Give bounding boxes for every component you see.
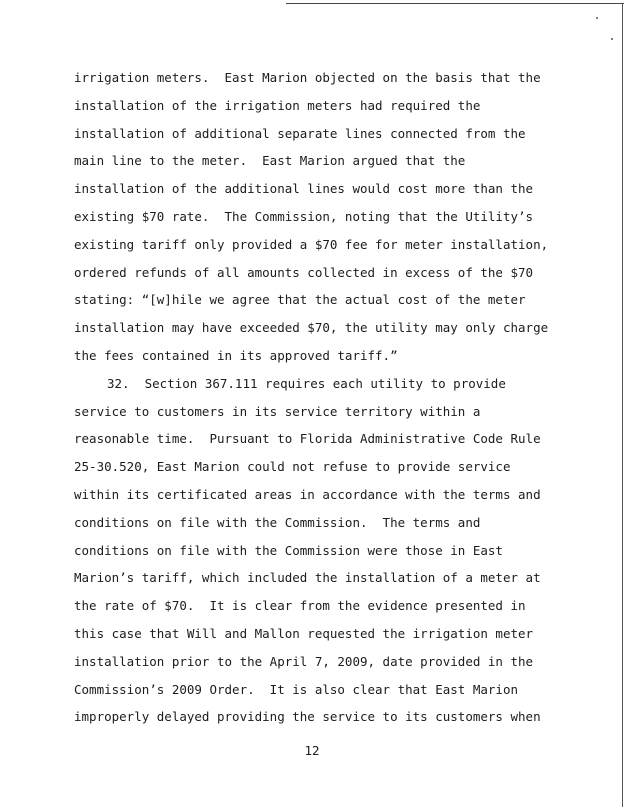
text-line: installation prior to the April 7, 2009, date provided in the [74, 653, 534, 669]
paragraph-32-first-line: 32. Section 367.111 requires each utility to provide [107, 375, 506, 391]
text-line: existing tariff only provided a $70 fee for meter installation, [74, 236, 549, 252]
text-line: conditions on file with the Commission. The terms and [74, 514, 481, 530]
text-line: installation of the irrigation meters had required the [74, 97, 481, 113]
body-text [74, 64, 594, 731]
text-line: existing $70 rate. The Commission, noting that the Utility’s [74, 208, 534, 224]
text-line: main line to the meter. East Marion argued that the [74, 153, 466, 169]
text-line: irrigation meters. East Marion objected on the basis that the [74, 70, 541, 85]
text-line: Commission’s 2009 Order. It is also clear that East Marion [74, 681, 519, 697]
text-line: 25-30.520, East Marion could not refuse to provide service [74, 459, 511, 475]
text-line: the fees contained in its approved tariff.” [74, 347, 398, 363]
right-border-line [622, 3, 623, 807]
text-line: reasonable time. Pursuant to Florida Administrative Code Rule [74, 431, 541, 447]
text-line: installation may have exceeded $70, the utility may only charge [74, 320, 549, 336]
text-line: ordered refunds of all amounts collected in excess of the $70 [74, 264, 534, 280]
text-line: within its certificated areas in accordance with the terms and [74, 486, 541, 502]
top-border-line [286, 3, 624, 4]
page-number: 12 [304, 743, 320, 758]
text-line: installation of additional separate lines connected from the [74, 125, 526, 141]
text-line: this case that Will and Mallon requested the irrigation meter [74, 625, 534, 641]
text-line: installation of the additional lines would cost more than the [74, 181, 534, 197]
text-line: conditions on file with the Commission were those in East [74, 542, 503, 558]
text-line: the rate of $70. It is clear from the evidence presented in [74, 598, 526, 614]
text-line: stating: “[w]hile we agree that the actual cost of the meter [74, 292, 526, 308]
scan-speck [596, 17, 598, 19]
text-line: Marion’s tariff, which included the installation of a meter at [74, 570, 541, 586]
text-line: improperly delayed providing the service to its customers when [74, 709, 541, 725]
text-line: service to customers in its service territory within a [74, 403, 481, 419]
scan-speck [611, 38, 613, 40]
